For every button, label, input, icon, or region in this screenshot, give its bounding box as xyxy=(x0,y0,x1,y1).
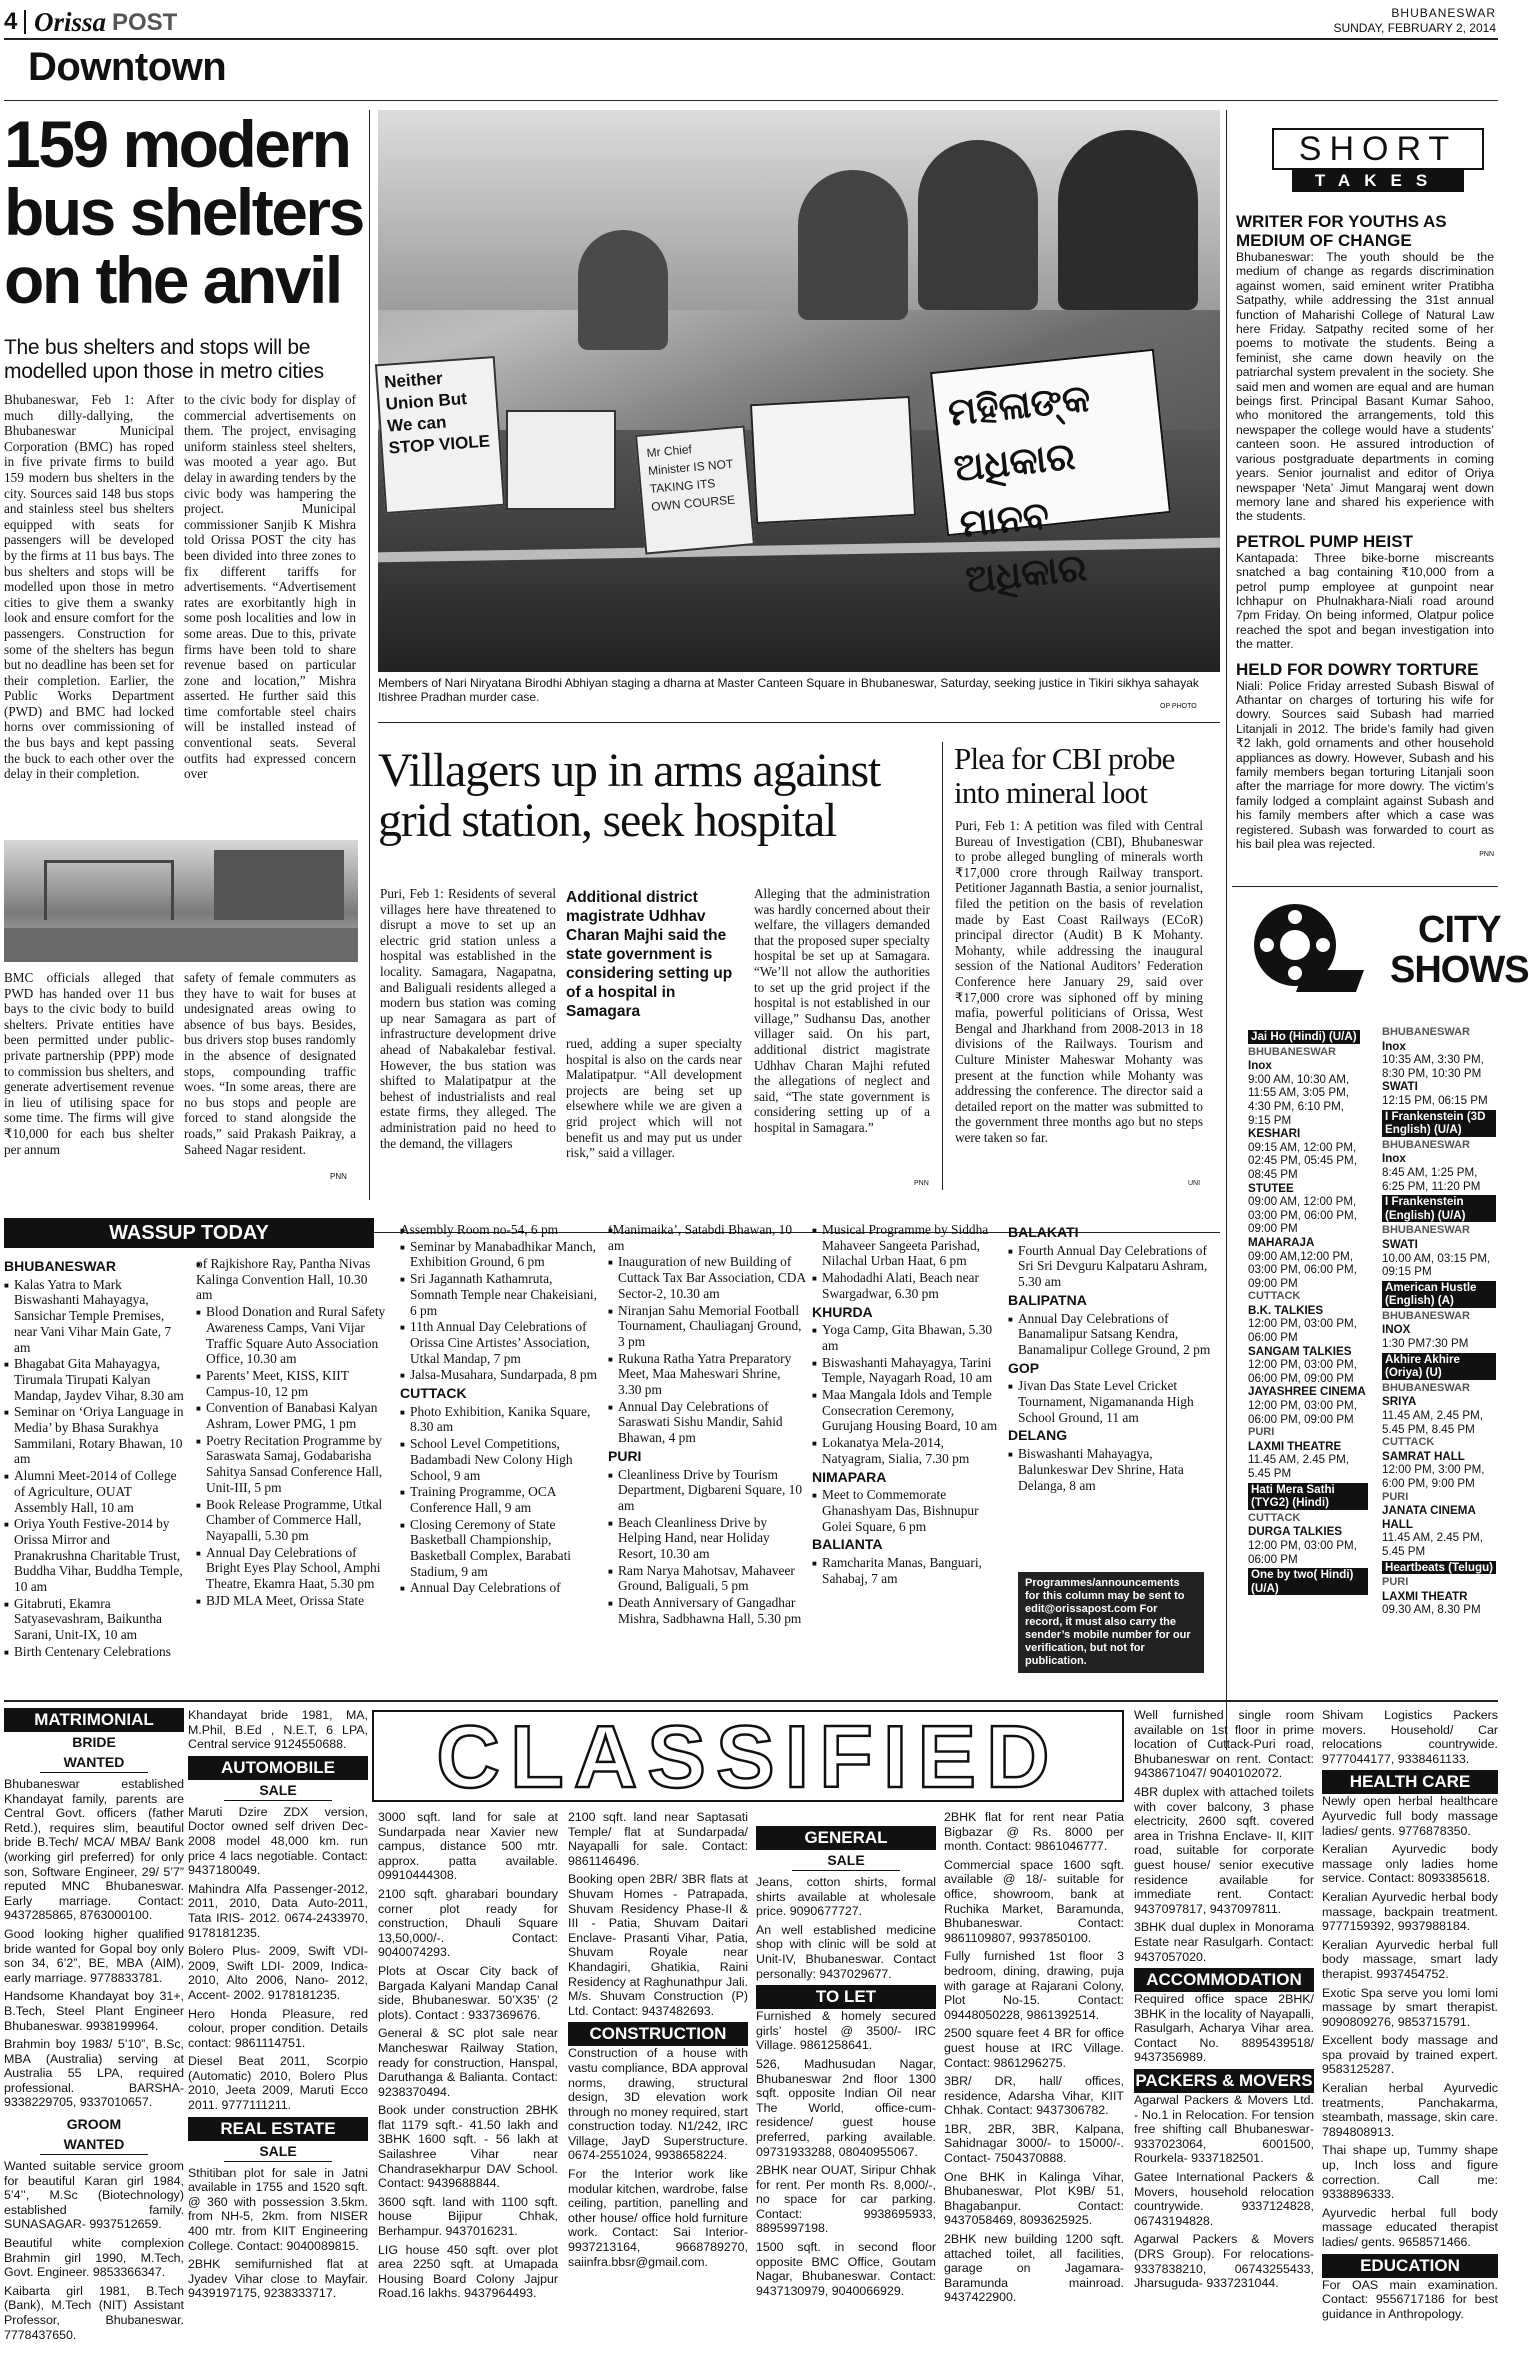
show-city: BHUBANESWAR xyxy=(1382,1026,1470,1038)
short-takes-logo xyxy=(1272,128,1484,198)
classified-ad: Furnished & homely secured girls’ hostel @ 3500/- IRC Village. 9861258641. xyxy=(756,2009,936,2053)
classified-ad: Jeans, cotton shirts, formal shirts available at wholesale price. 9090677727. xyxy=(756,1875,936,1919)
film-title: One by two( Hindi) (U/A) xyxy=(1248,1568,1368,1595)
event-item: ■ Mahodadhi Alati, Beach near Swargadwar, 6.30 pm xyxy=(812,1270,1004,1301)
classified-ad: Keralian Ayurvedic body massage only ladies home service. Contact: 8093385618. xyxy=(1322,1842,1498,1886)
event-item: ■ Cleanliness Drive by Tourism Department, Digbareni Square, 10 am xyxy=(608,1467,806,1514)
short-item-body: Niali: Police Friday arrested Subash Biswal of Athantar on charges of torturing his wife for dowry. Sources said Subash had married Litanjali in 2012. The bride’s family had given ₹2 lakh, gold ornaments and other household appliances as dowry. However, Subash and his family members began torturing Litanjali soon after the marriage for more dowry. The victim’s family lodged a complaint against Subash and his family members after which a case was registered. Subash was forwarded to court as his bail plea was rejected. xyxy=(1236,678,1494,852)
cbi-body: Puri, Feb 1: A petition was filed with Central Bureau of Investigation (CBI), Bhubaneswar to probe alleged bungling of minerals worth ₹17,000 crore through Railway transport. Petitioner Jagannath Bastia, a senior journalist, filed the petition on the basis of revelation made by East Coast Railways (ECoR) principal director (Audit) B K Mohanty. Mohanty, while addressing the inaugural session of the National Auditors’ Federation Conference here January 29, said over ₹17,000 crore was siphoned off by mining mafia, powerful politicians of Orissa, West Bengal and Jharkhand from 2008-2013 in 18 divisions of the Railways. Tourism and Culture Minister Maheswar Mohanty was present at the function while Mohanty was addressing the conference. The director said a detailed report on the matter was submitted to the government three months ago but no steps were taken so far. xyxy=(955,818,1203,1145)
event-city-heading: GOP xyxy=(1008,1359,1040,1376)
show-city: CUTTACK xyxy=(1248,1511,1301,1524)
classified-ad: Gatee International Packers & Movers, household relocation countrywide. 9337124828, 06743194828. xyxy=(1134,2170,1314,2228)
classified-ad: Hero Honda Pleasure, red colour, proper condition. Details contact: 9861114751. xyxy=(188,2006,368,2050)
show-times: 09:00 AM,12:00 PM, 03:00 PM, 06:00 PM, 09:00 PM xyxy=(1248,1249,1357,1290)
short-item-body: Bhubaneswar: The youth should be the medium of change as regards discrimination against women, said eminent writer Pratibha Satpathy, while addressing the 31st annual function of Maharishi College of Natural Law here Friday. Satpathy recited some of her poems to motivate the students. Being a feminist, she came down heavily on the patriarchal system prevalent in the society. She said men and women are equal and are human beings first. Principal Basant Kumar Sahoo, who monitored the arrangements, told this newspaper the college would have a students’ canteen soon. He assured introduction of various postgraduate departments in coming years. Senior journalist and editor of Oriya newspaper ‘Neta’ Jimut Mangaraj went down memory lane and shared his experience with the students. xyxy=(1236,250,1494,524)
cinema-hall: SRIYA xyxy=(1382,1395,1417,1409)
short-item-body: Kantapada: Three bike-borne miscreants snatched a bag containing ₹10,000 from a petrol pump employee at gunpoint near Ichhapur on Phulnakhara-Niali road around 7pm Friday. On being informed, Olatpur police reached the spot and began investigation into the matter. xyxy=(1236,550,1494,652)
classified-ad: Construction of a house with vastu compliance, BDA approval norms, drawing, structural design, 3D elevation work through no money required, start construction today. N1/242, IRC Village, JayD Superstructure. 0674-2551024, 9938658224. xyxy=(568,2046,748,2163)
photo-credit: OP PHOTO xyxy=(1160,703,1197,710)
masthead xyxy=(4,6,1498,36)
event-item: ■ Parents’ Meet, KISS, KIIT Campus-10, 12 pm xyxy=(196,1368,386,1399)
show-city: BHUBANESWAR xyxy=(1382,1224,1470,1237)
classified-ad: Agarwal Packers & Movers Ltd. - No.1 in Relocation. For tension free shifting call Bhubaneswar- 9337023064, 6001500, Rourkela- 9337182501. xyxy=(1134,2093,1314,2166)
event-item: ■ Musical Programme by Siddha Mahaveer Sangeeta Parishad, Nilachal Urban Haat, 6 pm xyxy=(812,1222,1004,1269)
show-times: 12:00 PM, 03:00 PM, 06:00 PM xyxy=(1248,1317,1357,1345)
placard-cm: Mr Chief Minister IS NOT TAKING ITS OWN COURSE xyxy=(635,425,755,554)
wassup-col xyxy=(4,1256,186,1661)
classified-ad: Booking open 2BR/ 3BR flats at Shuvam Homes - Patrapada, Shuvam Residency Phase-II & III - Patia, Shuvam Daitari Enclave- Prasanti Vihar, Patia, Shuvam Royale near Khandagiri, Ghatikia, Raini Residency at Raghunathpur Jali. M/s. Shuvam Construction (P) Ltd. Contact: 9437482693. xyxy=(568,1872,748,2018)
event-item: ■ Meet to Commemorate Ghanashyam Das, Bishnupur Golei Square, 6 pm xyxy=(812,1487,1004,1534)
classified-col-accommodation xyxy=(1134,1708,1314,2295)
cinema-hall: LAXMI THEATR xyxy=(1382,1589,1468,1603)
classified-banner-text: CLASSIFIED xyxy=(436,1707,1060,1806)
event-item: ■ Photo Exhibition, Kanika Square, 8.30 am xyxy=(400,1404,600,1435)
classified-ad: 3000 sqft. land for sale at Sundarpada near Xavier new campus, distance 500 mtr. approx. patta available. 09910444308. xyxy=(378,1810,558,1883)
classified-ad: Sthitiban plot for sale in Jatni available in 1755 and 1520 sqft. @ 360 with possession 3.5km. from NH-5, 2km. from NISER 400 mtr. from KIIT Engineering College. Contact: 9040089815. xyxy=(188,2165,368,2253)
event-item: ■ Alumni Meet-2014 of College of Agriculture, OUAT Assembly Hall, 10 am xyxy=(4,1468,186,1515)
show-city: CUTTACK xyxy=(1382,1436,1435,1449)
classified-heading: CONSTRUCTION xyxy=(568,2022,748,2046)
lead-col4: safety of female commuters as they have to wait for buses at undesignated areas owing to absence of bus bays. Besides, bus drivers stop buses randomly in the absence of designated stops, compounding traffic woes. “In some areas, there are no bus stops and people are forced to stand alongside the roads,” said Prakash Paikray, a Saheed Nagar resident. xyxy=(184,970,356,1157)
show-city: PURI xyxy=(1382,1576,1409,1589)
classified-ad: Good looking higher qualified bride wanted for Gopal boy only son 34, 6’2”, BE, MBA (AIM), early marriage. 9778833781. xyxy=(4,1926,184,1985)
event-item: ■ Ramcharita Manas, Banguari, Sahabaj, 7 am xyxy=(812,1555,1004,1586)
cinema-hall: LAXMI THEATRE xyxy=(1248,1439,1342,1453)
event-item: ■ Jivan Das State Level Cricket Tournament, Nigamananda High School Ground, 11 am xyxy=(1008,1378,1220,1425)
short-takes-logo-bottom: TAKES xyxy=(1292,170,1464,192)
dharna-photo xyxy=(378,110,1220,672)
classified-ad: 2100 sqft. gharabari boundary corner plot ready for construction, Dhauli Square 13,50,000/-. Contact: 9040074293. xyxy=(378,1886,558,1960)
classified-ad: Required office space 2BHK/ 3BHK in the locality of Nayapalli, Rasulgarh, Acharya Vihar area. Contact No. 8895439518/ 9437356989. xyxy=(1134,1992,1314,2065)
show-times: 12:00 PM, 03:00 PM, 06:00 PM, 09:00 PM xyxy=(1248,1399,1357,1426)
film-title: American Hustle (English) (A) xyxy=(1382,1281,1496,1308)
classified-banner xyxy=(372,1707,1124,1806)
classified-heading: ACCOMMODATION xyxy=(1134,1968,1314,1992)
event-item: ■ Beach Cleanliness Drive by Helping Hand, near Holiday Resort, 10.30 am xyxy=(608,1515,806,1562)
cinema-hall: SWATI xyxy=(1382,1237,1418,1251)
classified-subheading: GROOM WANTED xyxy=(40,2114,148,2155)
classified-heading: MATRIMONIAL xyxy=(4,1708,184,1732)
event-item: ■ Maa Mangala Idols and Temple Consecration Ceremony, Gurujang Housing Board, 10 am xyxy=(812,1387,1004,1434)
lead-col1: Bhubaneswar, Feb 1: After much dilly-dallying, the Bhubaneswar Municipal Corporation (BMC) has roped in five private firms to build 159 modern bus shelters in the city. Sources said 148 bus stops and stainless steel bus shelters equipped with seats for passengers will be developed by the firms at 11 bus bays. The bus shelters and stops will be modelled upon those in metro cities to give them a swanky look and ensure comfort for the passengers. Construction for some of the shelters has begun but no deadline has been set for their completion. Earlier, the Public Works Department (PWD) and BMC had locked horns over commissioning of the bus bays and kept passing the buck to each other over the delay in their completion. xyxy=(4,392,174,782)
event-item: ■ 11th Annual Day Celebrations of Orissa Cine Artistes’ Association, Utkal Mandap, 7 pm xyxy=(400,1319,600,1366)
classified-ad: Thai shape up, Tummy shape up, Inch loss and figure correction. Call me: 9338896333. xyxy=(1322,2143,1498,2202)
classified-ad: Fully furnished 1st floor 3 bedroom, dining, drawing, puja with garage at Rajarani Colony, Plot No-15. Contact: 09448050228, 9861392514. xyxy=(944,1949,1124,2022)
classified-ad: Keralian herbal Ayurvedic treatments, Panchakarma, steambath, massage, skin care. 7894808913. xyxy=(1322,2081,1498,2139)
classified-col-matrimonial xyxy=(4,1708,184,2346)
event-item: ■ Seminar on ‘Oriya Language in Media’ by Bhasa Surakhya Sammilani, Rotary Bhawan, 10 am xyxy=(4,1404,186,1467)
film-title: Akhire Akhire (Oriya) (U) xyxy=(1382,1353,1496,1380)
event-item: ■ Oriya Youth Festive-2014 by Orissa Mirror and Pranakrushna Charitable Trust, Buddha Vihar, Buddha Temple, 10 am xyxy=(4,1516,186,1595)
event-item: ■ Lokanatya Mela-2014, Natyagram, Sialia, 7.30 pm xyxy=(812,1435,1004,1466)
classified-col-automobile xyxy=(188,1708,368,2305)
classified-heading: EDUCATION xyxy=(1322,2254,1498,2278)
classified-ad: Agarwal Packers & Movers (DRS Group). For relocations- 9337838210, 06743255433, Jharsuguda- 9337231044. xyxy=(1134,2232,1314,2291)
event-item: ■ Ram Narya Mahotsav, Mahaveer Ground, Baliguali, 5 pm xyxy=(608,1563,806,1594)
show-times: 8:45 AM, 1:25 PM, 6:25 PM, 11:20 PM xyxy=(1382,1165,1481,1193)
classified-ad: Brahmin boy 1983/ 5’10”, B.Sc, MBA (Australia) serving at Australia 55 LPA, required professional. BARSHA- 9338229705, 9337010657. xyxy=(4,2037,184,2110)
show-times: 09:15 AM, 12:00 PM, 02:45 PM, 05:45 PM, 08:45 PM xyxy=(1248,1140,1357,1181)
event-city-heading: DELANG xyxy=(1008,1427,1068,1444)
event-item: ■ BJD MLA Meet, Orissa State xyxy=(196,1593,386,1609)
wassup-col xyxy=(1008,1222,1220,1494)
event-item: ■ of Rajkishore Ray, Pantha Nivas Kalinga Convention Hall, 10.30 am xyxy=(196,1256,386,1303)
event-item: ■ Birth Centenary Celebrations xyxy=(4,1644,186,1660)
show-times: 9:00 AM, 10:30 AM, 11:55 AM, 3:05 PM, 4:30 PM, 6:10 PM, 9:15 PM xyxy=(1248,1072,1350,1127)
paper-name-post: POST xyxy=(112,9,178,36)
classified-ad: 1BR, 2BR, 3BR, Kalpana, Sahidnagar 3000/- to 15000/-. Contact- 7504370888. xyxy=(944,2121,1124,2166)
show-times: 12:00 PM, 03:00 PM, 06:00 PM, 09:00 PM xyxy=(1248,1358,1357,1385)
show-times: 10:35 AM, 3:30 PM, 8:30 PM, 10:30 PM xyxy=(1382,1053,1484,1080)
event-item: ■ Rukuna Ratha Yatra Preparatory Meet, Maa Maheswari Shrine, 3.30 pm xyxy=(608,1351,806,1398)
event-city-heading: CUTTACK xyxy=(400,1385,467,1402)
event-item: ■ Sri Jagannath Kathamruta, Somnath Temple near Chakeisiani, 6 pm xyxy=(400,1271,600,1318)
event-item: ■ Poetry Recitation Programme by Saraswata Samaj, Godabarisha Sahitya Sansad Conference Hall, Unit-III, 5 pm xyxy=(196,1433,386,1496)
event-city-heading: BALIANTA xyxy=(812,1536,883,1553)
event-item: ■ Bhagabat Gita Mahayagya, Tirumala Tirupati Kalyan Mandap, Jaydev Vihar, 8.30 am xyxy=(4,1356,186,1403)
villagers-headline: Villagers up in arms against grid station, seek hospital xyxy=(378,744,881,847)
classified-subheading: SALE xyxy=(792,1850,900,1871)
cinema-hall: SANGAM TALKIES xyxy=(1248,1344,1352,1358)
cinema-hall: Inox xyxy=(1382,1152,1406,1166)
villagers-col2: rued, adding a super specialty hospital is also on the cards near Malatipatpur. “All development projects are being set up elsewhere while we are given a grid project which will not benefit us and may put us under risk,” said a villager. xyxy=(566,1036,742,1161)
classified-ad: 3BR/ DR, hall/ offices, residence, Adarsha Vihar, KIIT Chhak. Contact: 9437306782. xyxy=(944,2074,1124,2118)
classified-heading: HEALTH CARE xyxy=(1322,1770,1498,1794)
classified-col-realestate xyxy=(378,1810,558,2305)
short-credit: PNN xyxy=(1479,851,1494,859)
cinema-hall: DURGA TALKIES xyxy=(1248,1525,1343,1539)
classified-ad: 2500 square feet 4 BR for office guest house at IRC Village. Contact: 9861296275. xyxy=(944,2026,1124,2070)
villagers-col3: Alleging that the administration was hardly concerned about their welfare, the villagers demanded that the proposed super specialty hospital be set up at Samagara. “We’ll not allow the authorities to set up the grid project if the hospital is not established in our village,” Sudhansu Das, another villager said. On his part, additional district magistrate Udhhav Charan Majhi refuted the allegations of neglect and said, “The state government is considering setting up of a hospital in Samagara.” xyxy=(754,886,930,1135)
classified-ad: Bolero Plus- 2009, Swift VDI-2009, Swift LDI- 2009, Indica-2010, Alto 2006, Nano- 2012, Accent- 2002. 9178181235. xyxy=(188,1944,368,2002)
event-item: ■ Convention of Banabasi Kalyan Ashram, Lower PMG, 1 pm xyxy=(196,1400,386,1431)
classified-ad: General & SC plot sale near Mancheswar Railway Station, ready for construction, Hanspal, Daruthanga & Balianta. Contact: 9238370494. xyxy=(378,2026,558,2099)
classified-ad: Shivam Logistics Packers movers. Household/ Car relocations countrywide. 9777044177, 9338461133. xyxy=(1322,1708,1498,1766)
event-item: ■ Seminar by Manabadhikar Manch, Exhibition Ground, 6 pm xyxy=(400,1239,600,1270)
event-city-heading: BALAKATI xyxy=(1008,1224,1079,1240)
classified-ad: 3600 sqft. land with 1100 sqft. house Bijipur Chhak, Berhampur. 9437016231. xyxy=(378,2194,558,2239)
event-item: ■ Annual Day Celebrations of Banamalipur Satsang Kendra, Banamalipur College Ground, 2 pm xyxy=(1008,1311,1220,1358)
classified-ad: 2BHK near OUAT, Siripur Chhak for rent. Per month Rs. 8,000/-, no space for car parking. Contact: 9938695933, 8895997198. xyxy=(756,2163,936,2236)
event-city-heading: KHURDA xyxy=(812,1303,873,1320)
classified-ad: LIG house 450 sqft. over plot area 2250 sqft. at Umapada Housing Board Colony Jajpur Road.16 lakhs. 9437964493. xyxy=(378,2242,558,2301)
wassup-notice: Programmes/announcements for this column may be sent to edit@orissapost.com For record, it must also carry the sender’s mobile number for our verification, but not for publication. xyxy=(1018,1572,1204,1673)
classified-ad: Bhubaneswar established Khandayat family, parents are Central Govt. officers (father Retd.), requires slim, beautiful bride B.Tech/ MCA/ MBA/ Bank (working girl preferred) for only son, Software Engineer, 29/ 5’7” reputed MNC Bhubaneswar. Early marriage. Contact: 9437285865, 8763000100. xyxy=(4,1777,184,1923)
classified-heading: TO LET xyxy=(756,1985,936,2009)
classified-subheading: SALE xyxy=(224,2141,332,2162)
classified-heading: AUTOMOBILE xyxy=(188,1756,368,1780)
event-item: ■ Annual Day Celebrations of Bright Eyes Play School, Amphi Theatre, Ekamra Haat, 5.30 pm xyxy=(196,1545,386,1592)
classified-ad: 2BHK semifurnished flat at Jyadev Vihar close to Mayfair. 9439197175, 9238333717. xyxy=(188,2257,368,2301)
classified-ad: Keralian Ayurvedic herbal full body massage, smart lady therapist. 9937454752. xyxy=(1322,1937,1498,1981)
wassup-title: WASSUP TODAY xyxy=(4,1218,374,1248)
show-city: BHUBANESWAR xyxy=(1248,1045,1336,1058)
wassup-col xyxy=(400,1222,600,1597)
short-item-heading: HELD FOR DOWRY TORTURE xyxy=(1236,659,1479,679)
classified-ad: 2BHK flat for rent near Patia Bigbazar @ Rs. 8000 per month. Contact: 9861046777. xyxy=(944,1810,1124,1854)
event-item: ■ Kalas Yatra to Mark Biswashanti Mahayagya, Sansichar Temple Premises, near Vani Vihar Main Gate, 7 am xyxy=(4,1277,186,1356)
classified-col-healthcare xyxy=(1322,1708,1498,2325)
wassup-col xyxy=(608,1222,806,1628)
show-city: CUTTACK xyxy=(1248,1290,1301,1303)
event-item: ■ Annual Day Celebrations of Saraswati Sishu Mandir, Sahid Bhawan, 4 pm xyxy=(608,1399,806,1446)
event-item: ■ School Level Competitions, Badambadi New Colony High School, 9 am xyxy=(400,1436,600,1483)
lead-deck: The bus shelters and stops will be modelled upon those in metro cities xyxy=(4,336,324,383)
classified-ad: For OAS main examination. Contact: 9556717186 for best guidance in Anthropology. xyxy=(1322,2277,1498,2321)
classified-ad: One BHK in Kalinga Vihar, Bhubaneswar, Plot K9B/ 51, Bhagabanpur. Contact: 9437058469, 8093625925. xyxy=(944,2169,1124,2228)
show-times: 10.00 AM, 03:15 PM, 09:15 PM xyxy=(1382,1251,1491,1279)
show-times: 09:00 AM, 12:00 PM, 03:00 PM, 06:00 PM, 09:00 PM xyxy=(1248,1195,1357,1236)
placard-odia: ମହିଳାଙ୍କ ଅଧିକାର ମାନବ ଅଧିକାର xyxy=(930,349,1171,537)
cinema-hall: Inox xyxy=(1248,1059,1272,1073)
event-item: ■ Blood Donation and Rural Safety Awareness Camps, Vani Vijar Traffic Square Auto Association Office, 10.30 am xyxy=(196,1304,386,1367)
classified-heading: PACKERS & MOVERS xyxy=(1134,2069,1314,2093)
classified-ad: Excellent body massage and spa provaid by trained expert. 9583125287. xyxy=(1322,2033,1498,2077)
classified-ad: 526, Madhusudan Nagar, Bhubaneswar 2nd floor 1300 sqft. opposite Indian Oil near The World, office-cum-residence/ guest house preferred, parking available. 09731933288, 08040955067. xyxy=(756,2056,936,2159)
classified-ad: Well furnished single room available on 1st floor in prime location of Cuttack-Puri road, Bhubaneswar on rent. Contact: 9438671047/ 9040102072. xyxy=(1134,1708,1314,1781)
page-number: 4 xyxy=(4,8,18,35)
event-item: ■ Annual Day Celebrations of xyxy=(400,1580,600,1596)
classified-ad: Wanted suitable service groom for beautiful Karan girl 1984, 5’4’’, M.Sc (Biotechnology) established family. SUNASAGAR- 9937512659. xyxy=(4,2159,184,2232)
city-shows-col-a xyxy=(1248,1028,1368,1597)
cinema-hall: INOX xyxy=(1382,1323,1411,1337)
event-city-heading: PURI xyxy=(608,1447,642,1464)
event-item: ■ ‘Manimaika’, Satabdi Bhawan, 10 am xyxy=(608,1222,806,1253)
villagers-credit: PNN xyxy=(914,1180,929,1187)
classified-col-rent xyxy=(944,1810,1124,2309)
show-city: PURI xyxy=(1248,1426,1275,1439)
cinema-hall: MAHARAJA xyxy=(1248,1235,1315,1249)
classified-ad: Beautiful white complexion Brahmin girl 1990, M.Tech, Govt. Engineer. 9853366347. xyxy=(4,2236,184,2280)
event-city-heading: BALIPATNA xyxy=(1008,1291,1087,1308)
film-title: Jai Ho (Hindi) (U/A) xyxy=(1248,1030,1368,1044)
classified-col-construction xyxy=(568,1810,748,2273)
classified-ad: Ayurvedic herbal full body massage educated therapist ladies/ gents. 9658571466. xyxy=(1322,2205,1498,2249)
event-item: ■ Inauguration of new Building of Cuttack Tax Bar Association, CDA Sector-2, 10.30 am xyxy=(608,1254,806,1301)
photo-caption: Members of Nari Niryatana Birodhi Abhiyan staging a dharna at Master Canteen Square in Bhubaneswar, Saturday, seeking justice in Tikiri sikhya sahayak Itishree Pradhan murder case. xyxy=(378,676,1199,704)
lead-col2: to the civic body for display of commercial advertisements on them. The project, envisaging uniform stainless steel shelters, was mooted a year ago. But delay in awarding tenders by the civic body was hampering the project. Municipal commissioner Sanjib K Mishra told Orissa POST the city has been divided into three zones to fix different tariffs for advertisements. “Advertisement rates are exorbitantly high in some posh localities and low in some areas. Due to this, private firms have been told to share revenue based on particular zone and location,” Mishra asserted. He further said this time comfortable steel chairs will be installed instead of conventional seats. Several outfits had expressed concern over xyxy=(184,392,356,782)
classified-ad: Maruti Dzire ZDX version, Doctor owned self driven Dec-2008 model 48,000 km. run price 4 lacs negotiable. Contact: 9437180049. xyxy=(188,1804,368,1878)
placard-english: Neither Union But We can STOP VIOLE xyxy=(375,356,505,514)
classified-ad: 1500 sqft. in second floor opposite BMC Office, Goutam Nagar, Bhubaneswar. Contact: 9437130979, 9040066929. xyxy=(756,2240,936,2298)
show-times: 11.45 AM, 2.45 PM, 5.45 PM, 8.45 PM xyxy=(1382,1409,1483,1436)
event-item: ■ Closing Ceremony of State Basketball Championship, Basketball Complex, Barabati Stadium, 9 am xyxy=(400,1517,600,1580)
classified-col-general xyxy=(756,1826,936,2302)
short-item-heading: PETROL PUMP HEIST xyxy=(1236,531,1413,551)
film-title: Heartbeats (Telugu) xyxy=(1382,1561,1496,1575)
event-item: ■ Biswashanti Mahayagya, Balunkeswar Dev Shrine, Hata Delanga, 8 am xyxy=(1008,1446,1220,1493)
classified-ad: 4BR duplex with attached toilets with cover balcony, 3 phase electricity, 2600 sqft. covered area in Trishna Enclave- II, KIIT road, suitable for corporate guest house/ senior executive residence available for immediate rent. Contact: 9437097817, 9437097811. xyxy=(1134,1784,1314,1916)
classified-heading: REAL ESTATE xyxy=(188,2117,368,2141)
short-takes-logo-top: SHORT xyxy=(1272,128,1484,170)
event-item: ■ Biswashanti Mahayagya, Tarini Temple, Nayagarh Road, 10 am xyxy=(812,1355,1004,1386)
cinema-hall: JANATA CINEMA HALL xyxy=(1382,1504,1476,1531)
dateline-date: SUNDAY, FEBRUARY 2, 2014 xyxy=(1333,21,1496,35)
film-title: I Frankenstein (English) (U/A) xyxy=(1382,1195,1496,1222)
classified-ad: Plots at Oscar City back of Bargada Kalyani Mandap Canal side, Bhubaneswar. 50’X35’ (2 plots). Contact : 9337369676. xyxy=(378,1963,558,2022)
cinema-hall: STUTEE xyxy=(1248,1181,1294,1195)
show-city: PURI xyxy=(1382,1490,1409,1503)
event-item: ■ Death Anniversary of Gangadhar Mishra, Sadbhawna Hall, 5.30 pm xyxy=(608,1595,806,1626)
classified-subheading: SALE xyxy=(224,1780,332,1801)
city-shows-title-1: CITY xyxy=(1418,909,1501,951)
classified-subheading: BRIDE WANTED xyxy=(40,1732,148,1773)
show-city: BHUBANESWAR xyxy=(1382,1309,1470,1322)
cinema-hall: KESHARI xyxy=(1248,1127,1301,1141)
show-times: 12:15 PM, 06:15 PM xyxy=(1382,1093,1488,1107)
classified-ad: Khandayat bride 1981, MA, M.Phil, B.Ed , N.E.T, 6 LPA, Central service 9124550688. xyxy=(188,1708,368,1752)
classified-ad: 2BHK new building 1200 sqft. attached toilet, all facilities, garage on Jagamara- Baramunda mainroad. 9437422900. xyxy=(944,2232,1124,2305)
event-item: ■ Fourth Annual Day Celebrations of Sri Sri Devguru Kalpataru Ashram, 5.30 am xyxy=(1008,1243,1220,1290)
event-item: ■ Training Programme, OCA Conference Hall, 9 am xyxy=(400,1484,600,1515)
villagers-col1: Puri, Feb 1: Residents of several villages here have threatened to disrupt a move to set up an electric grid station unless a hospital was established in the locality. Samagara, Nagapatna, and Baliguali residents alleged a modern bus station was coming up near Samagara as part of infrastructure development drive ahead of Nabakalebar festival. However, the bus station was shifted to Malatipatpur at the behest of industrialists and real estate firms, they alleged. The administration paid no heed to the demand, the villagers xyxy=(380,886,556,1151)
city-shows-title-2: SHOWS xyxy=(1390,949,1529,991)
film-title: I Frankenstein (3D English) (U/A) xyxy=(1382,1110,1496,1137)
classified-ad: 3BHK dual duplex in Monorama Estate near Rasulgarh. Contact: 9437057020. xyxy=(1134,1920,1314,1964)
cinema-hall: SAMRAT HALL xyxy=(1382,1449,1465,1463)
wassup-col xyxy=(812,1222,1004,1587)
classified-ad: Newly open herbal healthcare Ayurvedic full body massage ladies/ gents. 9776878350. xyxy=(1322,1794,1498,1838)
classified-ad: An well established medicine shop with clinic will be sold at Unit-IV, Bhubaneswar. Contact personally: 9437029677. xyxy=(756,1922,936,1981)
event-item: ■ Gitabruti, Ekamra Satyasevashram, Baikuntha Sarani, Unit-IX, 10 am xyxy=(4,1596,186,1643)
lead-credit: PNN xyxy=(330,1172,347,1181)
section-title: Downtown xyxy=(28,45,227,89)
cinema-hall: JAYASHREE CINEMA xyxy=(1248,1385,1366,1399)
event-city-heading: NIMAPARA xyxy=(812,1468,887,1485)
film-title: Hati Mera Sathi (TYG2) (Hindi) xyxy=(1248,1483,1368,1510)
classified-ad: 2100 sqft. land near Saptasati Temple/ flat at Sundarpada/ Nayapalli for sale. Contact: 9861146496. xyxy=(568,1810,748,1868)
classified-ad: Kaibarta girl 1981, B.Tech (Bank), M.Tech (NIT) Assistant Professor, Bhubaneswar. 7778437650. xyxy=(4,2283,184,2342)
event-item: ■ Assembly Room no-54, 6 pm xyxy=(400,1222,600,1238)
show-times: 11.45 AM, 2.45 PM, 5.45 PM xyxy=(1248,1453,1349,1480)
cbi-credit: UNI xyxy=(1188,1180,1201,1187)
classified-ad: For the Interior work like modular kitchen, wardrobe, false ceiling, partition, panelling and other house/ office hold furniture work. Contact: Sai Interior- 9937213164, 9668789270, saiinfra.bbsr@gmail.com. xyxy=(568,2167,748,2269)
event-item: ■ Niranjan Sahu Memorial Football Tournament, Chauliaganj Ground, 3 pm xyxy=(608,1303,806,1350)
paper-name: Orissa xyxy=(34,7,107,37)
city-shows-title xyxy=(1390,910,1529,990)
classified-ad: Commercial space 1600 sqft. available @ 18/- suitable for office, showroom, bank at Ruchika Market, Baramunda, Bhubaneswar. Contact: 9861109807, 9937850100. xyxy=(944,1857,1124,1945)
bus-shelter-photo xyxy=(4,840,358,962)
show-city: BHUBANESWAR xyxy=(1382,1381,1470,1394)
classified-ad: Diesel Beat 2011, Scorpio (Automatic) 2010, Bolero Plus 2010, Jeeta 2009, Maruti Ecco 2011. 9777111211. xyxy=(188,2054,368,2113)
lead-headline: 159 modern bus shelters on the anvil xyxy=(4,107,363,317)
cinema-hall: SWATI xyxy=(1382,1080,1418,1094)
show-times: 12:00 PM, 03:00 PM, 06:00 PM xyxy=(1248,1538,1357,1566)
short-item-heading: WRITER FOR YOUTHS AS MEDIUM OF CHANGE xyxy=(1236,212,1447,250)
city-shows-col-b xyxy=(1382,1026,1496,1617)
event-item: ■ Book Release Programme, Utkal Chamber of Commerce Hall, Nayapalli, 5.30 pm xyxy=(196,1497,386,1544)
show-times: 1:30 PM7:30 PM xyxy=(1382,1337,1469,1351)
classified-heading: GENERAL xyxy=(756,1826,936,1850)
classified-ad: Exotic Spa serve you lomi lomi massage by smart therapist. 9090809276, 9853715791. xyxy=(1322,1985,1498,2029)
classified-ad: Handsome Khandayat boy 31+, B.Tech, Steel Plant Engineer Bhubaneswar. 9938199964. xyxy=(4,1989,184,2033)
film-reel-icon xyxy=(1250,904,1360,1004)
classified-ad: Book under construction 2BHK flat 1179 sqft.- 41.50 lakh and 3BHK 1600 sqft. - 56 lakh at Sailashree Vihar near Chandrasekharpur DAV School. Contact: 9439688844. xyxy=(378,2103,558,2191)
cinema-hall: Inox xyxy=(1382,1039,1406,1053)
show-times: 11.45 AM, 2.45 PM, 5.45 PM xyxy=(1382,1531,1483,1558)
show-times: 12:00 PM, 3:00 PM, 6:00 PM, 9:00 PM xyxy=(1382,1463,1485,1490)
villagers-pullquote: Additional district magistrate Udhhav Charan Majhi said the state government is considering setting up of a hospital in Samagara xyxy=(566,889,733,1020)
wassup-col xyxy=(196,1256,386,1609)
show-times: 09.30 AM, 8.30 PM xyxy=(1382,1603,1481,1617)
short-takes-list xyxy=(1236,212,1494,858)
show-city: BHUBANESWAR xyxy=(1382,1138,1470,1151)
event-item: ■ Jalsa-Musahara, Sundarpada, 8 pm xyxy=(400,1367,600,1383)
event-item: ■ Yoga Camp, Gita Bhawan, 5.30 am xyxy=(812,1322,1004,1353)
classified-ad: Keralian Ayurvedic herbal body massage, backpain treatment. 9777159392, 9937988184. xyxy=(1322,1889,1498,1934)
cbi-headline: Plea for CBI probe into mineral loot xyxy=(954,741,1175,810)
dateline-city: BHUBANESWAR xyxy=(1391,6,1496,20)
lead-col3: BMC officials alleged that PWD has handed over 11 bus bays to the civic body to build shelters. Private entities have been permitted under public-private partnership (PPP) mode to commission bus shelters, and generate advertisement revenue in lieu of utilising space for some time. The firms will give ₹10,000 for each bus shelter per annum xyxy=(4,970,174,1157)
cinema-hall: B.K. TALKIES xyxy=(1248,1303,1324,1317)
event-city-heading: BHUBANESWAR xyxy=(4,1258,116,1274)
classified-ad: Mahindra Alfa Passenger-2012, 2011, 2010, Data Auto-2011, Tata IRIS- 2012. 0674-2433970, 9178181235. xyxy=(188,1881,368,1940)
